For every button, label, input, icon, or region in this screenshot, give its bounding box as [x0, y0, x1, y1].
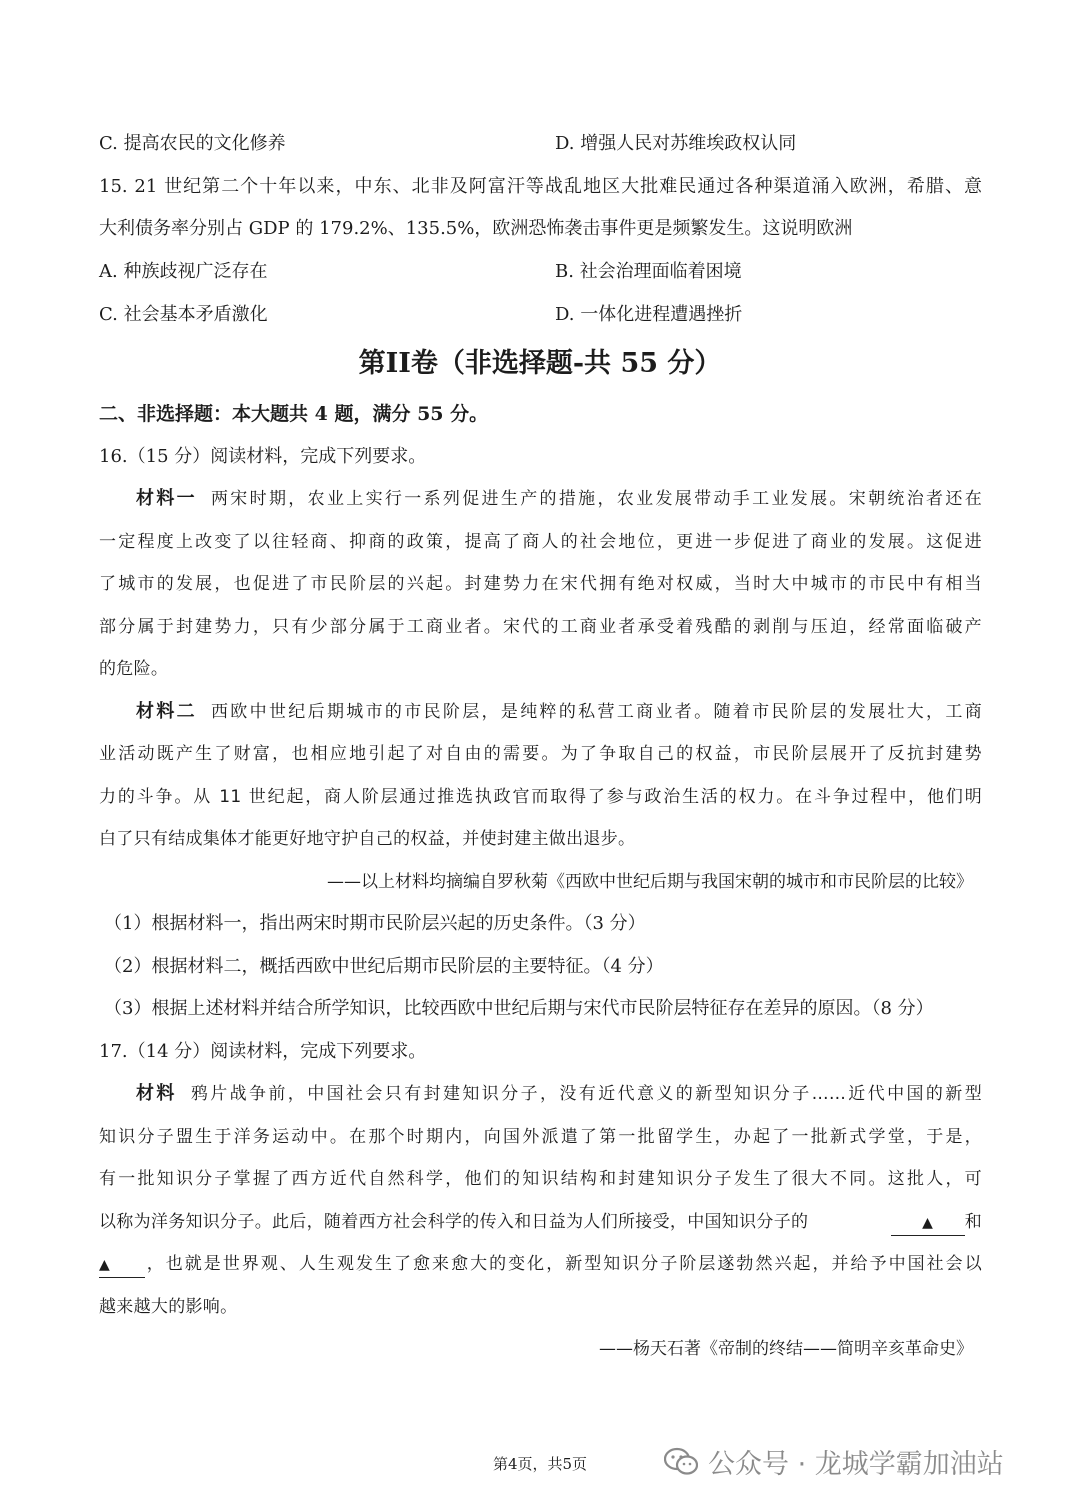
answer-blank-1[interactable] — [891, 1210, 965, 1236]
q17-header: 17.（14 分）阅读材料，完成下列要求。 — [99, 1041, 427, 1062]
q15-option-d: D. 一体化进程遭遇挫折 — [555, 304, 743, 325]
page-number: 第4页，共5页 — [492, 1455, 588, 1473]
wechat-icon — [664, 1447, 698, 1477]
q16-header: 16.（15 分）阅读材料，完成下列要求。 — [99, 446, 427, 467]
q17-material-line-5: ▲ ，也就是世界观、人生观发生了愈来愈大的变化，新型知识分子阶层遂勃然兴起，并给予中国社会以 — [99, 1252, 982, 1278]
q16-material-2-line-2: 业活动既产生了财富，也相应地引起了对自由的需要。为了争取自己的权益，市民阶层展开了反抗封建势 — [99, 744, 982, 764]
q17-material-line-1: 材料 鸦片战争前，中国社会只有封建知识分子，没有近代意义的新型知识分子……近代中国的新型 — [136, 1083, 982, 1104]
watermark-text: 公众号 · 龙城学霸加油站 — [708, 1449, 1004, 1480]
q15-option-b: B. 社会治理面临着困境 — [555, 261, 742, 282]
q16-source: ——以上材料均摘编自罗秋菊《西欧中世纪后期与我国宋朝的城市和市民阶层的比较》 — [327, 872, 973, 892]
q15-option-a: A. 种族歧视广泛存在 — [99, 261, 268, 282]
q16-material-1-line-1: 材料一 两宋时期，农业上实行一系列促进生产的措施，农业发展带动手工业发展。宋朝统治者还在 — [136, 488, 982, 509]
q15-stem-line-1: 15. 21 世纪第二个十年以来，中东、北非及阿富汗等战乱地区大批难民通过各种渠道涌入欧洲，希腊、意 — [99, 176, 982, 197]
q16-subquestion-3: （3）根据上述材料并结合所学知识，比较西欧中世纪后期与宋代市民阶层特征存在差异的原因。（8 分） — [104, 998, 934, 1019]
triangle-marker-icon: ▲ — [99, 1257, 111, 1273]
section-title: 第II卷（非选择题-共 55 分） — [358, 348, 722, 379]
answer-blank-2[interactable] — [99, 1252, 145, 1278]
q14-option-c: C. 提高农民的文化修养 — [99, 133, 286, 154]
q16-material-1-label: 材料一 — [136, 488, 197, 509]
q16-material-2-label: 材料二 — [136, 701, 197, 722]
q14-option-d: D. 增强人民对苏维埃政权认同 — [555, 133, 797, 154]
q15-option-c: C. 社会基本矛盾激化 — [99, 304, 268, 325]
q16-subquestion-1: （1）根据材料一，指出两宋时期市民阶层兴起的历史条件。（3 分） — [104, 913, 646, 934]
q16-material-2-line-3: 力的斗争。从 11 世纪起，商人阶层通过推选执政官而取得了参与政治生活的权力。在斗争过程中，他们明 — [99, 787, 982, 807]
q16-material-1-line-4: 部分属于封建势力，只有少部分属于工商业者。宋代的工商业者承受着残酷的剥削与压迫，经常面临破产 — [99, 617, 982, 637]
q16-material-2-line-4: 白了只有结成集体才能更好地守护自己的权益，并使封建主做出退步。 — [99, 829, 636, 849]
q17-source: ——杨天石著《帝制的终结——简明辛亥革命史》 — [599, 1339, 973, 1359]
q17-material-label: 材料 — [136, 1083, 177, 1104]
q17-material-line-4: 以称为洋务知识分子。此后，随着西方社会科学的传入和日益为人们所接受，中国知识分子的 ▲ 和 — [99, 1210, 982, 1236]
watermark — [664, 1442, 1004, 1481]
q16-material-1-line-5: 的危险。 — [99, 659, 169, 679]
q16-material-1-line-3: 了城市的发展，也促进了市民阶层的兴起。封建势力在宋代拥有绝对权威，当时大中城市的市民中有相当 — [99, 574, 982, 594]
q15-stem-line-2: 大利债务率分别占 GDP 的 179.2%、135.5%，欧洲恐怖袭击事件更是频繁发生。这说明欧洲 — [99, 218, 853, 239]
q17-material-line-6: 越来越大的影响。 — [99, 1297, 238, 1317]
q16-material-2-line-1: 材料二 西欧中世纪后期城市的市民阶层，是纯粹的私营工商业者。随着市民阶层的发展壮大，工商 — [136, 701, 982, 722]
triangle-marker-icon: ▲ — [922, 1215, 934, 1231]
q17-material-line-3: 有一批知识分子掌握了西方近代自然科学，他们的知识结构和封建知识分子发生了很大不同。这批人，可 — [99, 1169, 982, 1189]
q16-subquestion-2: （2）根据材料二，概括西欧中世纪后期市民阶层的主要特征。（4 分） — [104, 956, 664, 977]
q17-material-line-2: 知识分子盟生于洋务运动中。在那个时期内，向国外派遣了第一批留学生，办起了一批新式学堂，于是， — [99, 1127, 982, 1147]
section-subtitle: 二、非选择题：本大题共 4 题，满分 55 分。 — [99, 403, 489, 425]
q16-material-1-line-2: 一定程度上改变了以往轻商、抑商的政策，提高了商人的社会地位，更进一步促进了商业的发展。这促进 — [99, 532, 982, 552]
